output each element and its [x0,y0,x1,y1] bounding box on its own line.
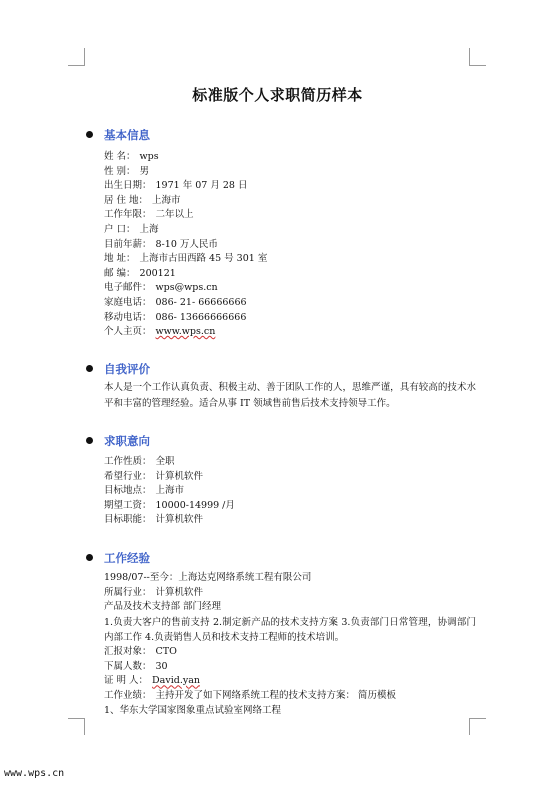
experience-department: 产品及技术支持部 部门经理 [104,601,222,613]
section-title-experience: 工作经验 [104,551,150,565]
experience-subordinates-row: 下属人数： 30 [104,660,168,672]
crop-mark-tl-h [68,65,85,66]
experience-report-row: 汇报对象： CTO [104,646,177,658]
intent-row-location: 目标地点： 上海市 [104,485,185,497]
info-row-birthdate: 出生日期： 1971 年 07 月 28 日 [104,180,248,192]
experience-item-1: 1、华东大学国家图象重点试验室网络工程 [104,704,282,716]
section-title-intent: 求职意向 [104,434,150,448]
basic-info-list [104,150,476,340]
info-row-salary: 目前年薪： 8-10 万人民币 [104,238,218,250]
intent-row-industry: 希望行业： 计算机软件 [104,470,204,482]
info-row-gender: 性 别： 男 [104,165,150,177]
email-value[interactable]: wps@wps.cn [155,282,218,294]
info-row-email: 电子邮件： wps@wps.cn [104,281,476,296]
site-watermark: www.wps.cn [4,768,65,779]
homepage-link[interactable]: www.wps.cn [155,326,216,338]
experience-reference-row: 证 明 人： David.yan [104,675,200,687]
intent-list [104,455,476,528]
bullet-icon [86,365,93,372]
bullet-icon [86,131,93,138]
section-title-self-eval: 自我评价 [104,362,150,376]
info-row-homepage: 个人主页： www.wps.cn [104,325,476,340]
crop-mark-tr-v [469,48,470,65]
crop-mark-bl-h [68,718,85,719]
intent-row-salary: 期望工资： 10000-14999 /月 [104,499,235,511]
crop-mark-br-v [469,718,470,735]
experience-industry-row: 所属行业： 计算机软件 [104,586,204,598]
crop-mark-tr-h [469,65,486,66]
info-row-hukou: 户 口： 上海 [104,223,159,235]
experience-company-line: 1998/07--至今：上海达克网络系统工程有限公司 [104,572,312,583]
experience-duties: 1.负责大客户的售前支持 2.制定新产品的技术支持方案 3.负责部门日常管理，协调部门内部工作 4.负责销售人员和技术支持工程师的技术培训。 [104,616,476,643]
intent-row-type: 工作性质： 全职 [104,456,175,467]
crop-mark-bl-v [84,718,85,735]
intent-row-function: 目标职能： 计算机软件 [104,514,204,526]
info-row-residence: 居 住 地： 上海市 [104,194,181,206]
info-row-zipcode: 邮 编： 200121 [104,267,176,279]
info-row-experience-years: 工作年限： 二年以上 [104,209,194,221]
info-row-address: 地 址： 上海市古田西路 45 号 301 室 [104,253,268,265]
self-eval-text: 本人是一个工作认真负责、积极主动、善于团队工作的人，思维严谨，具有较高的技术水平和丰富的管理经验。适合从事 IT 领域售前售后技术支持领导工作。 [104,382,476,409]
experience-block [104,571,476,718]
section-title-basic: 基本信息 [104,128,150,142]
experience-achievement-row: 工作业绩： 主持开发了如下网络系统工程的技术支持方案： 简历模板 [104,689,397,701]
bullet-icon [86,437,93,444]
info-row-home-phone: 家庭电话： 086- 21- 66666666 [104,296,247,308]
bullet-icon [86,554,93,561]
info-row-mobile-phone: 移动电话： 086- 13666666666 [104,311,247,323]
info-row-name: 姓 名： wps [104,151,159,162]
crop-mark-tl-v [84,48,85,65]
document-title: 标准版个人求职简历样本 [192,86,363,104]
